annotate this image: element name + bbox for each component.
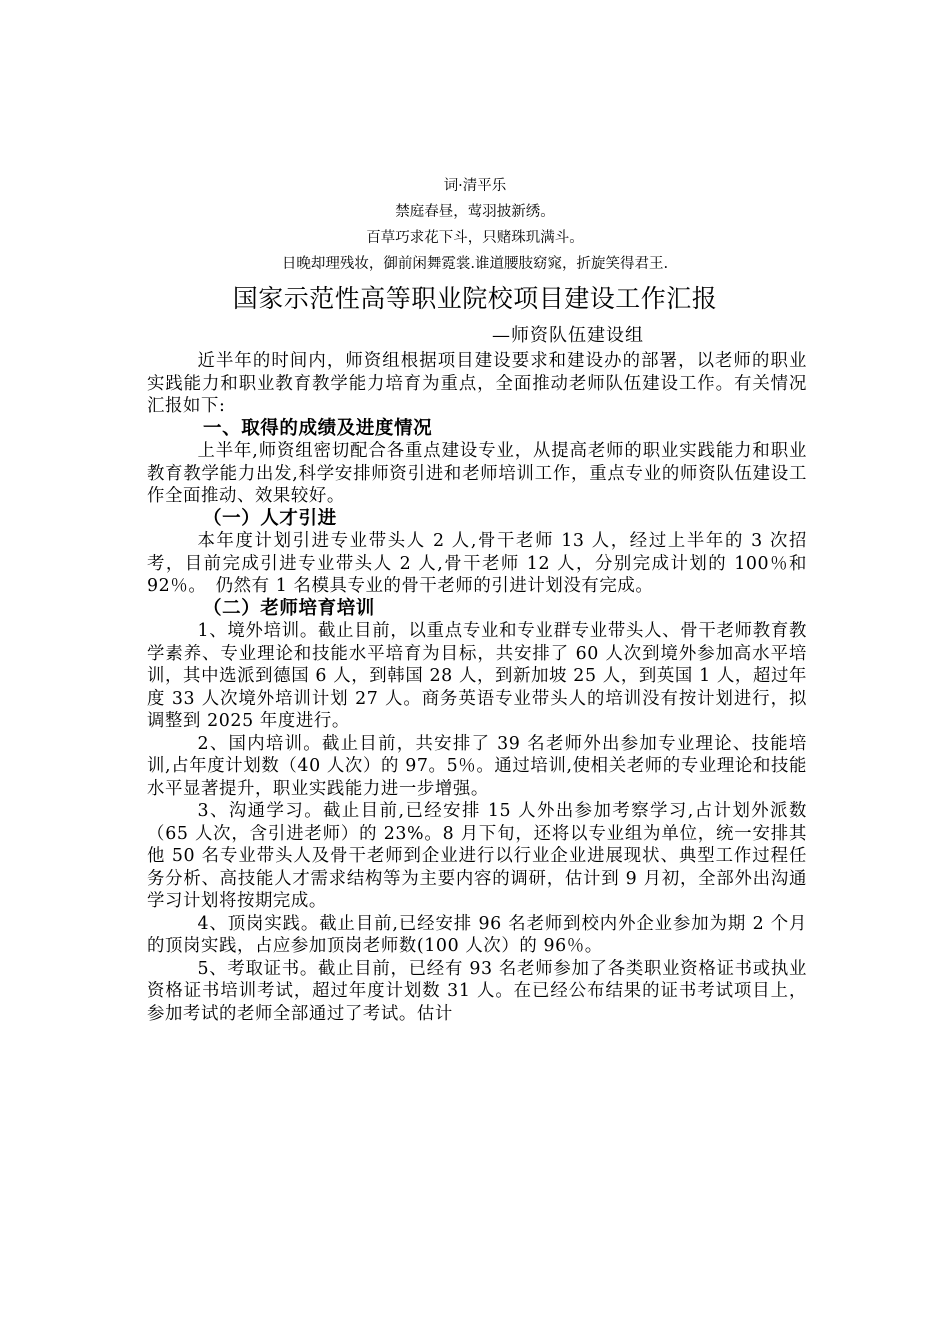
subsection-heading-talent: （一）人才引进: [203, 507, 337, 529]
poem-title: 词·清平乐: [443, 178, 507, 194]
item-domestic-training: 2、国内培训。截止目前，共安排了 39 名老师外出参加专业理论、技能培训,占年度计划数（40 人次）的 97。5％。通过培训,使相关老师的专业理论和技能水平显著提升，职业实践能力进一步增强。: [147, 733, 807, 799]
subsection-heading-training: （二）老师培育培训: [203, 597, 375, 619]
talent-paragraph: 本年度计划引进专业带头人 2 人,骨干老师 13 人，经过上半年的 3 次招考，目前完成引进专业带头人 2 人,骨干老师 12 人，分别完成计划的 100％和 92％。 仍然有 1 名模具专业的骨干老师的引进计划没有完成。: [147, 531, 807, 596]
poem-line-2: 百草巧求花下斗，只赌珠玑满斗。: [366, 230, 584, 246]
document-body: [147, 350, 807, 1025]
document-subtitle: —师资队伍建设组: [492, 325, 644, 346]
poem-line-3: 日晚却理残妆，御前闲舞霓裳.谁道腰肢窈窕，折旋笑得君王.: [281, 256, 669, 272]
item-overseas-training: 1、境外培训。截止目前，以重点专业和专业群专业带头人、骨干老师教育教学素养、专业理论和技能水平培育为目标，共安排了 60 人次到境外参加高水平培训，其中选派到德国 6 人，到韩国 28 人，到新加坡 25 人，到英国 1 人，超过年度 33 人次境外培训计划 27 人。商务英语专业带头人的培训没有按计划进行，拟调整到 2025 年度进行。: [147, 621, 807, 731]
intro-paragraph: 近半年的时间内，师资组根据项目建设要求和建设办的部署，以老师的职业实践能力和职业教育教学能力培育为重点，全面推动老师队伍建设工作。有关情况汇报如下:: [147, 351, 807, 416]
item-certificates: 5、考取证书。截止目前，已经有 93 名老师参加了各类职业资格证书或执业资格证书培训考试，超过年度计划数 31 人。在已经公布结果的证书考试项目上，参加考试的老师全部通过了考试。估计: [147, 958, 807, 1024]
section1-paragraph: 上半年,师资组密切配合各重点建设专业，从提高老师的职业实践能力和职业教育教学能力出发,科学安排师资引进和老师培训工作，重点专业的师资队伍建设工作全面推动、效果较好。: [147, 441, 807, 506]
document-title: 国家示范性高等职业院校项目建设工作汇报: [232, 284, 718, 313]
poem-line-1: 禁庭春昼，莺羽披新绣。: [395, 204, 555, 220]
section-heading-achievements: 一、取得的成绩及进度情况: [203, 417, 433, 439]
item-internship-practice: 4、顶岗实践。截止目前,已经安排 96 名老师到校内外企业参加为期 2 个月的顶岗实践，占应参加顶岗老师数(100 人次）的 96％。: [147, 913, 807, 956]
item-exchange-study: 3、沟通学习。截止目前,已经安排 15 人外出参加考察学习,占计划外派数（65 人次，含引进老师）的 23%。8 月下旬，还将以专业组为单位，统一安排其他 50 名专业带头人及骨干老师到企业进行以行业企业进展现状、典型工作过程任务分析、高技能人才需求结构等为主要内容的调研，估计到 9 月初，全部外出沟通学习计划将按期完成。: [147, 801, 807, 911]
